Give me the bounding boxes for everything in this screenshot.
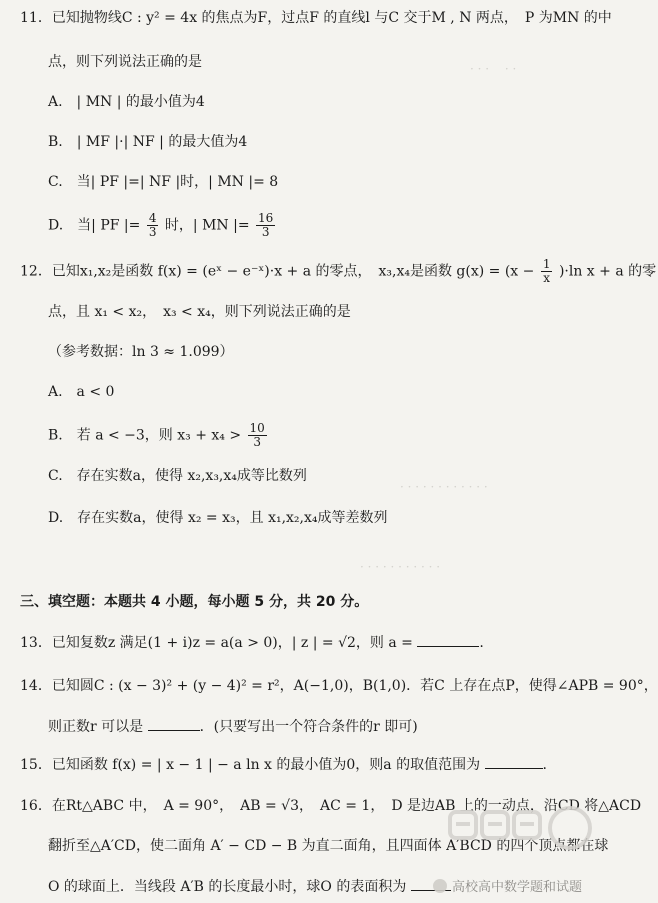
watermark-label: 高校高中数学题和试题 xyxy=(452,880,583,895)
q11-option-d: D. 当| PF |= $\frac{4}{3}$ 时，| MN |= $\frac{16}{3}$ xyxy=(48,211,274,239)
q12-stem-cont: 点，且 x₁ < x₂， x₃ < x₄，则下列说法正确的是 xyxy=(48,304,351,320)
bleed-through: · · · · · · · · · · · · xyxy=(400,480,488,494)
answer-blank[interactable] xyxy=(148,716,200,731)
q13: 13．已知复数z 满足(1 + i)z = a(a > 0)，| z | = √2，则 a = . xyxy=(20,632,484,653)
q11-stem: 11．已知抛物线C : y² = 4x 的焦点为F，过点F 的直线l 与C 交于M , N 两点， P 为MN 的中 xyxy=(20,10,612,26)
q11-option-b: B. | MF |·| NF | 的最大值为4 xyxy=(48,134,248,150)
answer-blank[interactable] xyxy=(417,632,479,647)
bleed-through: · · · · · · · · · · · xyxy=(360,560,441,574)
q12-reference: （参考数据：ln 3 ≈ 1.099） xyxy=(48,344,234,360)
q12-option-b: B. 若 a < −3，则 x₃ + x₄ > $\frac{10}{3}$ xyxy=(48,421,265,449)
q16-line3: O 的球面上．当线段 A′B 的长度最小时，球O 的表面积为 xyxy=(48,876,451,897)
q16-line2: 翻折至△A′CD，使二面角 A′ − CD − B 为直二面角，且四面体 A′BCD 的四个顶点都在球 xyxy=(48,838,609,854)
watermark-logo xyxy=(420,806,610,896)
q11-option-a: A. | MN | 的最小值为4 xyxy=(48,94,205,110)
q15: 15．已知函数 f(x) = | x − 1 | − a ln x 的最小值为0，则a 的取值范围为 . xyxy=(20,754,547,775)
section-heading: 三、填空题：本题共 4 小题，每小题 5 分，共 20 分。 xyxy=(20,594,369,610)
q11-option-c: C. 当| PF |=| NF |时，| MN |= 8 xyxy=(48,174,279,190)
q14-line2: 则正数r 可以是 ．(只要写出一个符合条件的r 即可) xyxy=(48,716,418,737)
q12-stem: 12．已知x₁,x₂是函数 f(x) = (eˣ − e⁻ˣ)·x + a 的零点， x₃,x₄是函数 g(x) = (x − $\frac{1}{x}$ )·ln x + a 的零 xyxy=(20,257,657,285)
q16-line1: 16．在Rt△ABC 中， A = 90°， AB = √3， AC = 1， D 是边AB 上的一动点，沿CD 将△ACD xyxy=(20,798,642,814)
answer-blank[interactable] xyxy=(485,754,543,769)
fraction: $\frac{1}{x}$ xyxy=(542,257,551,285)
q12-option-c: C. 存在实数a，使得 x₂,x₃,x₄成等比数列 xyxy=(48,468,307,484)
bleed-through: · · · · · xyxy=(470,62,517,76)
fraction: $\frac{4}{3}$ xyxy=(148,211,157,239)
fraction: $\frac{10}{3}$ xyxy=(249,421,265,449)
q11-stem-cont: 点，则下列说法正确的是 xyxy=(48,54,202,70)
fraction: $\frac{16}{3}$ xyxy=(258,211,274,239)
q12-option-d: D. 存在实数a，使得 x₂ = x₃，且 x₁,x₂,x₄成等差数列 xyxy=(48,510,388,526)
q12-option-a: A. a < 0 xyxy=(48,384,115,400)
q14-line1: 14．已知圆C : (x − 3)² + (y − 4)² = r²，A(−1,0)，B(1,0)．若C 上存在点P，使得∠APB = 90°， xyxy=(20,678,658,694)
